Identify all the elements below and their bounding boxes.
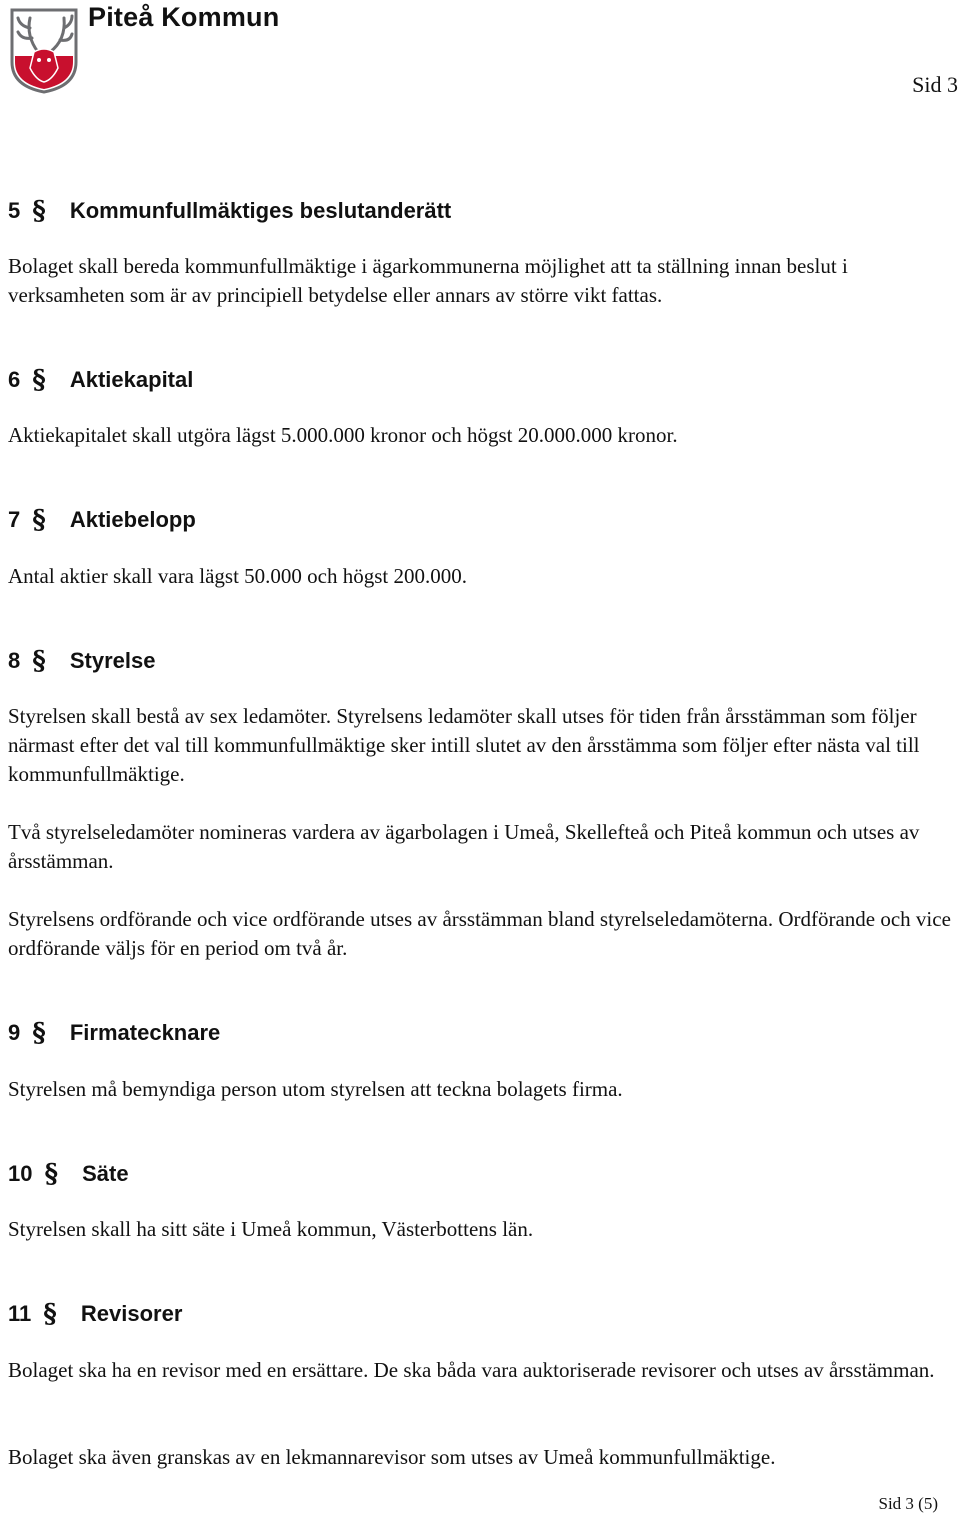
section-heading-5 <box>8 196 451 226</box>
paragraph-symbol: § <box>43 1299 57 1329</box>
section-title: Kommunfullmäktiges beslutanderätt <box>69 198 452 223</box>
section-title: Firmatecknare <box>69 1020 221 1045</box>
section-number: 5 <box>8 198 21 223</box>
section-5-paragraph: Bolaget skall bereda kommunfullmäktige i ägarkommunerna möjlighet att ta ställning innan beslut i verksamheten som är av principiell betydelse eller annars av större vikt fattas. <box>8 254 848 307</box>
section-8-paragraph-1: Styrelsen skall bestå av sex ledamöter. Styrelsens ledamöter skall utses för tiden från årsstämman som följer närmast efter det val till kommunfullmäktige sker intill slutet av den årsstämma som följer efter nästa val till kommunfullmäktige. <box>8 704 920 786</box>
section-11-paragraph-2: Bolaget ska även granskas av en lekmannarevisor som utses av Umeå kommunfullmäktige. <box>8 1445 776 1469</box>
section-heading-7 <box>8 505 196 535</box>
section-title: Säte <box>82 1161 129 1186</box>
paragraph-symbol: § <box>44 1159 59 1189</box>
page-number-top: Sid 3 <box>912 72 958 97</box>
paragraph-symbol: § <box>32 365 46 395</box>
section-number: 11 <box>8 1301 32 1326</box>
section-heading-9 <box>8 1018 220 1048</box>
section-title: Aktiekapital <box>69 367 194 392</box>
section-number: 8 <box>8 648 21 673</box>
section-6-paragraph: Aktiekapitalet skall utgöra lägst 5.000.000 kronor och högst 20.000.000 kronor. <box>8 423 678 447</box>
section-11-paragraph-1: Bolaget ska ha en revisor med en ersättare. De ska båda vara auktoriserade revisorer och utses av årsstämman. <box>8 1358 935 1382</box>
paragraph-symbol: § <box>32 196 46 226</box>
section-8-paragraph-3: Styrelsens ordförande och vice ordförande utses av årsstämman bland styrelseledamöterna. Ordförande och vice ordförande väljs för en period om två år. <box>8 907 951 960</box>
organization-name: Piteå Kommun <box>88 2 280 32</box>
section-7-paragraph: Antal aktier skall vara lägst 50.000 och högst 200.000. <box>8 564 467 588</box>
section-heading-6 <box>8 365 193 395</box>
section-9-paragraph: Styrelsen må bemyndiga person utom styrelsen att teckna bolagets firma. <box>8 1077 623 1101</box>
section-number: 7 <box>8 507 21 532</box>
pitea-coat-of-arms-logo <box>8 6 80 94</box>
section-10-paragraph: Styrelsen skall ha sitt säte i Umeå kommun, Västerbottens län. <box>8 1217 534 1241</box>
section-title: Aktiebelopp <box>69 507 196 532</box>
section-number: 6 <box>8 367 21 392</box>
section-title: Styrelse <box>69 648 156 673</box>
page-footer-number: Sid 3 (5) <box>878 1494 938 1513</box>
section-number: 9 <box>8 1020 21 1045</box>
paragraph-symbol: § <box>32 1018 46 1048</box>
section-heading-8 <box>8 646 155 676</box>
section-number: 10 <box>8 1161 33 1186</box>
paragraph-symbol: § <box>32 646 46 676</box>
paragraph-symbol: § <box>32 505 46 535</box>
section-heading-10 <box>8 1159 129 1189</box>
section-8-paragraph-2: Två styrelseledamöter nomineras vardera av ägarbolagen i Umeå, Skellefteå och Piteå kommun och utses av årsstämman. <box>8 820 920 873</box>
section-title: Revisorer <box>80 1301 183 1326</box>
section-heading-11 <box>8 1299 182 1329</box>
